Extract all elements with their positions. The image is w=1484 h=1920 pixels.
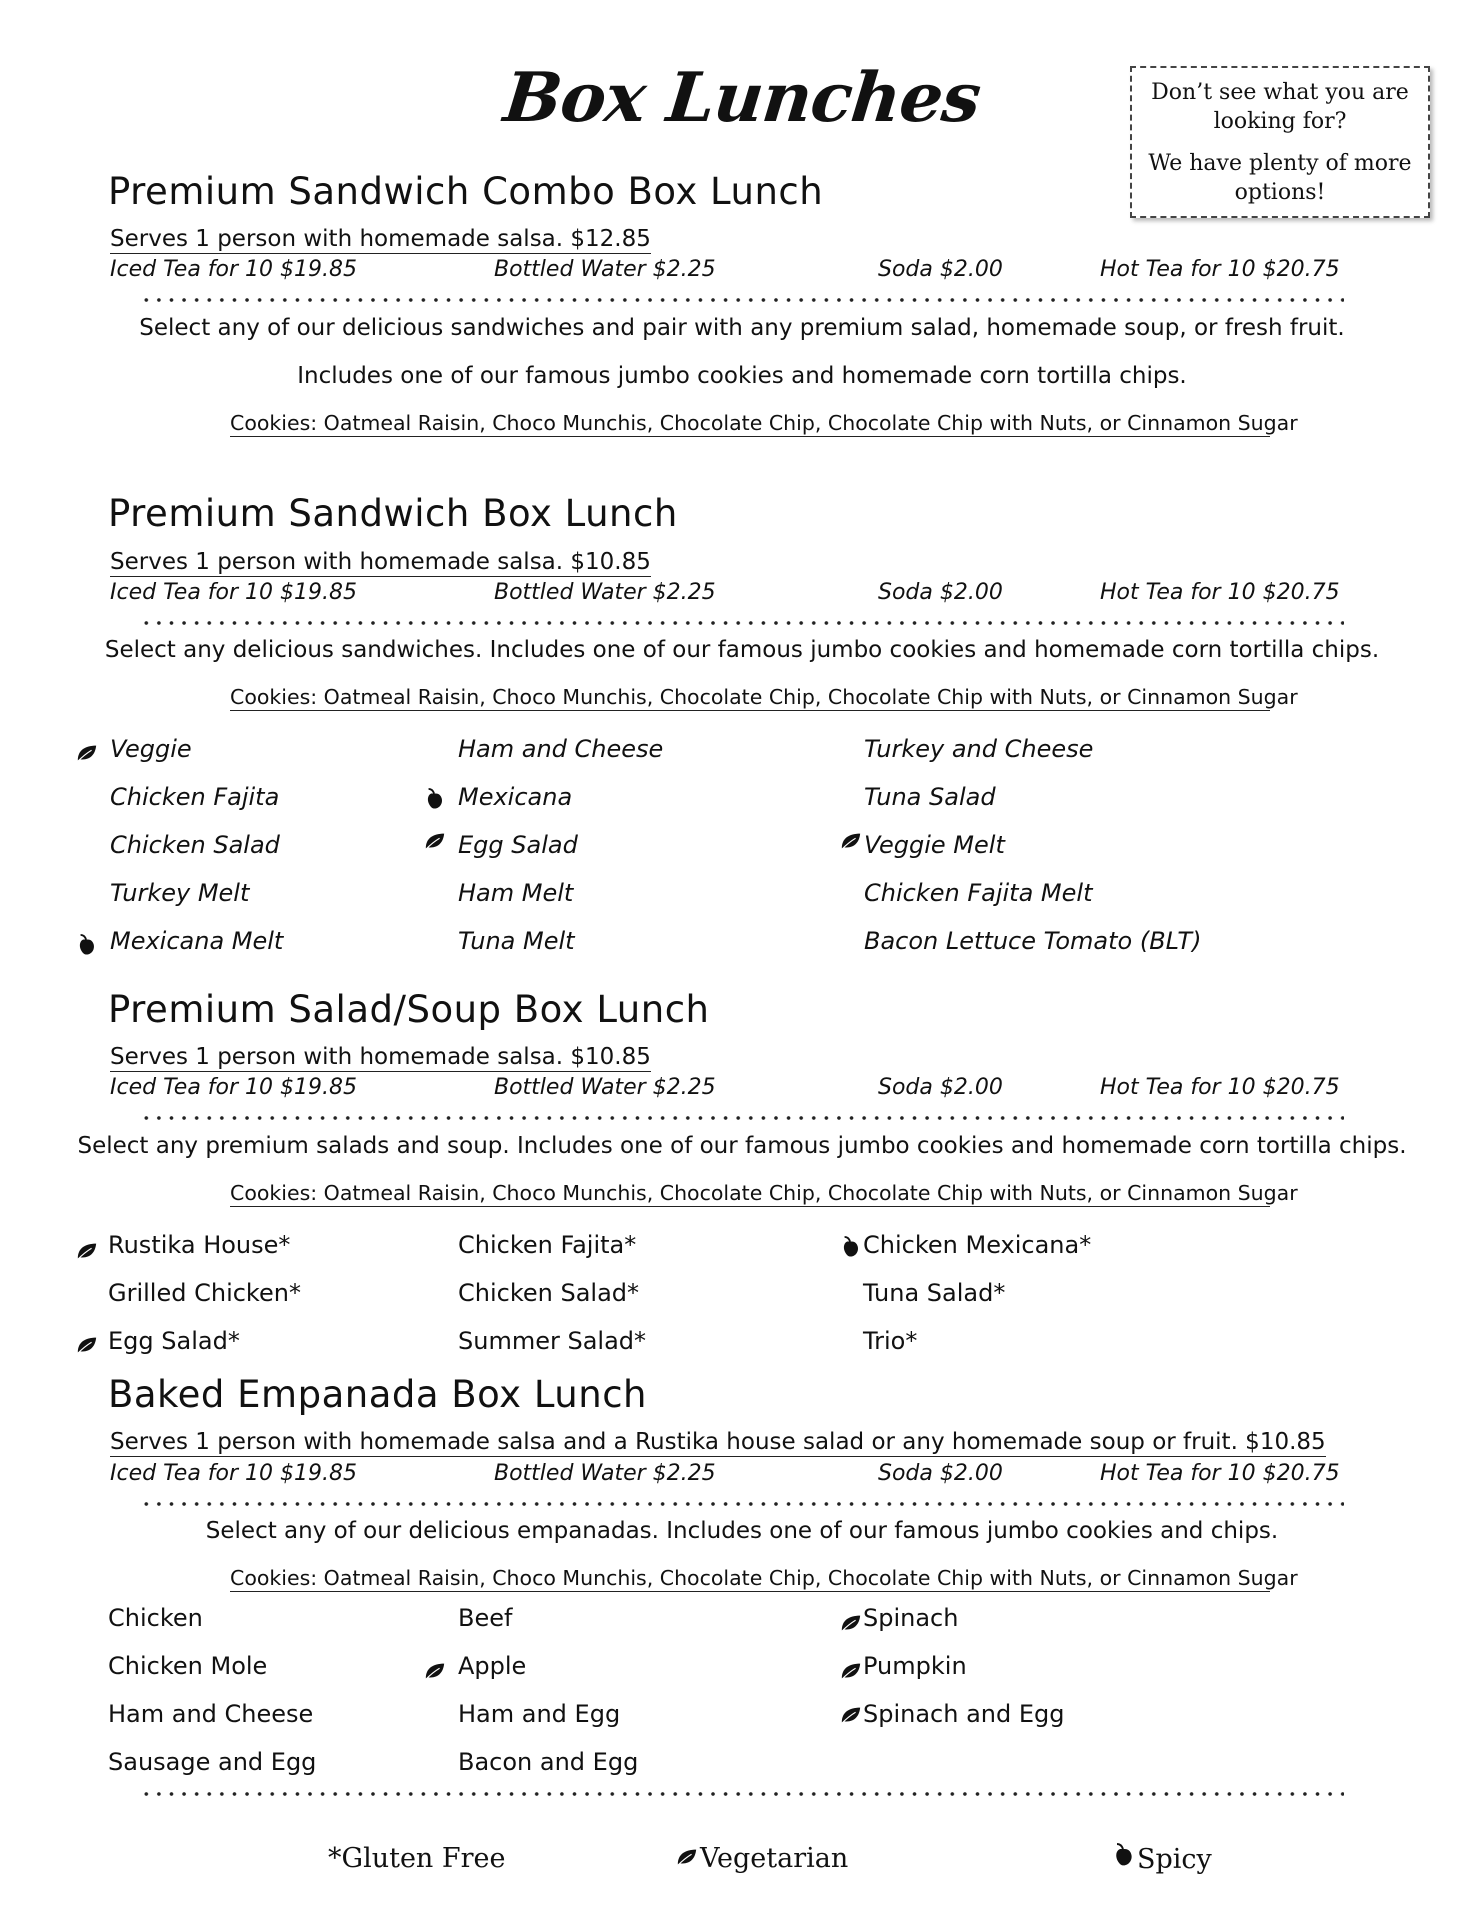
menu-item: Chicken Fajita Melt (864, 879, 1093, 907)
combo-description-1: Select any of our delicious sandwiches and pair with any premium salad, homemade soup, or fresh fruit. (139, 315, 1345, 341)
menu-item: Tuna Salad* (863, 1279, 1006, 1307)
menu-item: Spinach and Egg (863, 1700, 1065, 1728)
sandwich-section-title: Premium Sandwich Box Lunch (108, 492, 678, 535)
spicy-pepper-icon (1112, 1842, 1136, 1868)
menu-item: Turkey Melt (110, 879, 250, 907)
sandwich-serves: Serves 1 person with homemade salsa. $10.85 (110, 549, 651, 575)
menu-item: Ham and Cheese (458, 735, 664, 763)
empanada-iced-tea: Iced Tea for 10 $19.85 (110, 1461, 358, 1486)
empanada-section-title: Baked Empanada Box Lunch (108, 1373, 647, 1416)
menu-item: Chicken Fajita (110, 783, 280, 811)
combo-cookies: Cookies: Oatmeal Raisin, Choco Munchis, Chocolate Chip, Chocolate Chip with Nuts, or Cinnamon Sugar (230, 411, 1298, 435)
salad-dotted-divider (140, 1115, 1344, 1121)
menu-item: Chicken Fajita* (458, 1231, 637, 1259)
menu-item: Beef (458, 1604, 513, 1632)
vegetarian-leaf-icon (424, 1660, 446, 1682)
spicy-pepper-icon (840, 1236, 862, 1258)
sandwich-cookies: Cookies: Oatmeal Raisin, Choco Munchis, Chocolate Chip, Chocolate Chip with Nuts, or Cinnamon Sugar (230, 685, 1298, 709)
combo-iced-tea: Iced Tea for 10 $19.85 (110, 257, 358, 282)
vegetarian-leaf-icon (76, 1240, 98, 1262)
empanada-water: Bottled Water $2.25 (494, 1461, 716, 1486)
menu-item: Veggie Melt (864, 831, 1005, 859)
vegetarian-leaf-icon (424, 830, 446, 852)
menu-item: Ham Melt (458, 879, 574, 907)
combo-dotted-divider (140, 297, 1344, 303)
salad-iced-tea: Iced Tea for 10 $19.85 (110, 1075, 358, 1100)
menu-item: Mexicana (458, 783, 573, 811)
salad-water: Bottled Water $2.25 (494, 1075, 716, 1100)
menu-item: Chicken Mexicana* (863, 1231, 1092, 1259)
sandwich-hot-tea: Hot Tea for 10 $20.75 (1100, 580, 1340, 605)
menu-item: Tuna Salad (864, 783, 996, 811)
sandwich-iced-tea: Iced Tea for 10 $19.85 (110, 580, 358, 605)
menu-item: Sausage and Egg (108, 1748, 317, 1776)
menu-item: Grilled Chicken* (108, 1279, 301, 1307)
empanada-dotted-divider (140, 1501, 1344, 1507)
vegetarian-leaf-icon (840, 830, 862, 852)
combo-water: Bottled Water $2.25 (494, 257, 716, 282)
menu-item: Ham and Cheese (108, 1700, 314, 1728)
menu-item: Mexicana Melt (110, 927, 284, 955)
salad-hot-tea: Hot Tea for 10 $20.75 (1100, 1075, 1340, 1100)
menu-item: Summer Salad* (458, 1327, 647, 1355)
menu-item: Chicken Salad (110, 831, 280, 859)
legend-vegetarian: Vegetarian (700, 1843, 849, 1874)
legend-spicy: Spicy (1137, 1844, 1212, 1875)
combo-description-2: Includes one of our famous jumbo cookies and homemade corn tortilla chips. (297, 363, 1187, 389)
more-options-callout (1130, 66, 1430, 218)
vegetarian-leaf-icon (840, 1612, 862, 1634)
menu-item: Apple (458, 1652, 527, 1680)
menu-item: Bacon and Egg (458, 1748, 639, 1776)
salad-serves: Serves 1 person with homemade salsa. $10.85 (110, 1044, 651, 1070)
menu-item: Trio* (863, 1327, 918, 1355)
combo-hot-tea: Hot Tea for 10 $20.75 (1100, 257, 1340, 282)
menu-item: Chicken (108, 1604, 203, 1632)
empanada-description: Select any of our delicious empanadas. Includes one of our famous jumbo cookies and chips. (205, 1518, 1279, 1544)
spicy-pepper-icon (424, 788, 446, 810)
vegetarian-leaf-icon (840, 1660, 862, 1682)
legend-gluten-free: *Gluten Free (328, 1843, 506, 1874)
salad-cookies: Cookies: Oatmeal Raisin, Choco Munchis, Chocolate Chip, Chocolate Chip with Nuts, or Cinnamon Sugar (230, 1181, 1298, 1205)
empanada-hot-tea: Hot Tea for 10 $20.75 (1100, 1461, 1340, 1486)
sandwich-soda: Soda $2.00 (878, 580, 1003, 605)
vegetarian-leaf-icon (76, 1334, 98, 1356)
combo-section-title: Premium Sandwich Combo Box Lunch (108, 170, 824, 213)
sandwich-dotted-divider (140, 620, 1344, 626)
combo-serves: Serves 1 person with homemade salsa. $12.85 (110, 226, 651, 252)
combo-soda: Soda $2.00 (878, 257, 1003, 282)
menu-item: Rustika House* (108, 1231, 291, 1259)
menu-item: Egg Salad* (108, 1327, 240, 1355)
menu-item: Pumpkin (863, 1652, 967, 1680)
empanada-soda: Soda $2.00 (878, 1461, 1003, 1486)
menu-item: Ham and Egg (458, 1700, 621, 1728)
bottom-dotted-divider (140, 1791, 1344, 1797)
menu-item: Spinach (863, 1604, 959, 1632)
salad-description: Select any premium salads and soup. Includes one of our famous jumbo cookies and homemade corn tortilla chips. (77, 1133, 1407, 1159)
menu-item: Chicken Mole (108, 1652, 268, 1680)
spicy-pepper-icon (76, 934, 98, 956)
menu-item: Egg Salad (458, 831, 578, 859)
menu-item: Turkey and Cheese (864, 735, 1094, 763)
salad-section-title: Premium Salad/Soup Box Lunch (108, 988, 710, 1031)
salad-soda: Soda $2.00 (878, 1075, 1003, 1100)
empanada-serves: Serves 1 person with homemade salsa and a Rustika house salad or any homemade soup or fruit. $10.85 (110, 1429, 1326, 1455)
callout-line-1: Don’t see what you are looking for? (1151, 80, 1409, 134)
vegetarian-leaf-icon (76, 742, 98, 764)
sandwich-description: Select any delicious sandwiches. Includes one of our famous jumbo cookies and homemade corn tortilla chips. (104, 637, 1380, 663)
vegetarian-leaf-icon (840, 1704, 862, 1726)
menu-item: Tuna Melt (458, 927, 575, 955)
menu-item: Bacon Lettuce Tomato (BLT) (864, 927, 1202, 955)
menu-item: Veggie (110, 735, 192, 763)
empanada-cookies: Cookies: Oatmeal Raisin, Choco Munchis, Chocolate Chip, Chocolate Chip with Nuts, or Cinnamon Sugar (230, 1566, 1298, 1590)
vegetarian-leaf-icon (676, 1846, 698, 1868)
page-title: Box Lunches (500, 58, 984, 138)
callout-line-2: We have plenty of more options! (1148, 151, 1412, 205)
sandwich-water: Bottled Water $2.25 (494, 580, 716, 605)
menu-item: Chicken Salad* (458, 1279, 640, 1307)
